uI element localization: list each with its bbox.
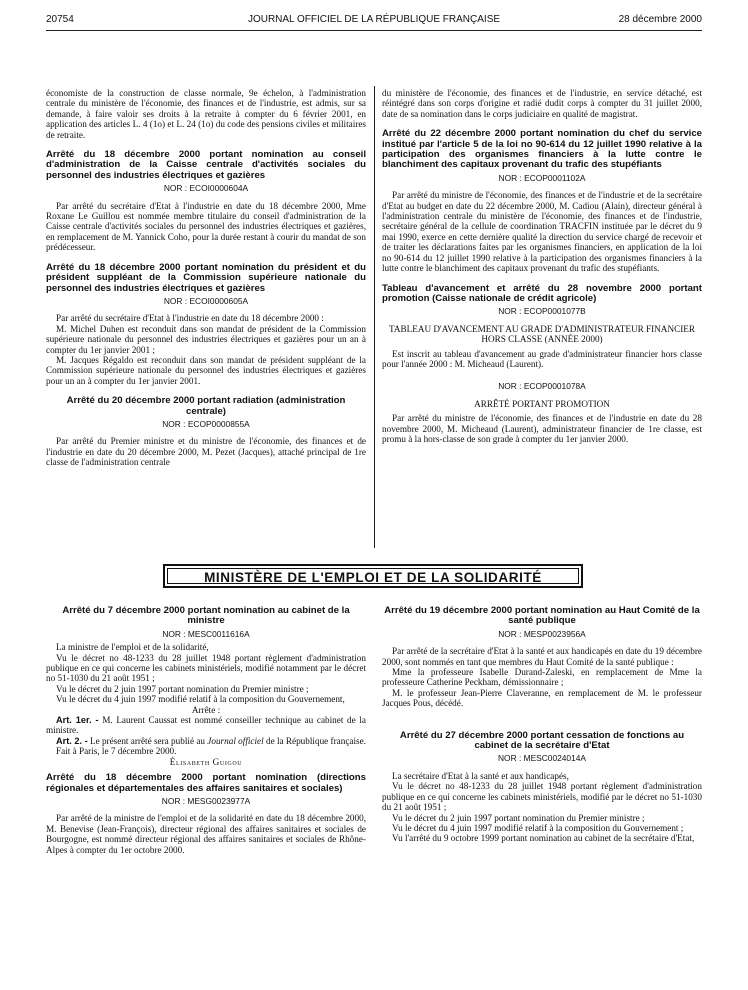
decree-body: Par arrêté du secrétaire d'Etat à l'industrie en date du 18 décembre 2000 : [56,313,324,324]
header-rule [46,30,702,31]
decree-body: Vu le décret du 4 juin 1997 modifié relatif à la composition du Gouvernement, [56,694,345,705]
nor-reference: NOR : MESG0023977A [161,795,251,806]
article-2 [46,736,366,746]
ministry-title: MINISTÈRE DE L'EMPLOI ET DE LA SOLIDARITÉ [204,570,542,585]
subheading: TABLEAU D'AVANCEMENT AU GRADE D'ADMINISTRATEUR FINANCIER HORS CLASSE (ANNÉE 2000) [388,323,696,345]
nor-reference: NOR : ECOP0001102A [498,172,586,183]
decree-body: Mme la professeure Isabelle Durand-Zaleski, en remplacement de Mme la professeure Catherine Peckham, démissionnaire ; [382,667,702,688]
bottom-left-column [46,606,366,855]
nor-reference: NOR : MESC0011616A [162,628,250,639]
journal-reference: Journal officiel [207,735,264,746]
top-right-column [382,88,702,444]
nor-reference: NOR : ECOI0000604A [163,183,249,194]
decree-done-at: Fait à Paris, le 7 décembre 2000. [56,746,177,757]
nor-reference: NOR : ECOP0000855A [162,418,250,429]
subheading: ARRÊTÉ PORTANT PROMOTION [474,398,610,409]
article-label: Art. 1er. - [56,715,99,726]
bottom-right-column [382,606,702,844]
decree-body: La ministre de l'emploi et de la solidarité, [56,642,209,653]
decree-body: M. Michel Duhen est reconduit dans son mandat de président de la Commission supérieure nationale du personnel des industries électriques et gazières pour un an à compter du 1er janvier 2001 ; [46,323,366,355]
nor-reference: NOR : MESP0023956A [498,628,586,639]
decree-arrete: Arrête : [191,704,221,715]
decree-body: Vu le décret no 48-1233 du 28 juillet 1948 portant règlement d'administration publique en ce qui concerne les cabinets ministériels, modifié par le décret no 51-1030 du 21 août 1951 ; [382,781,702,813]
nor-reference: NOR : ECOP0001077B [498,306,586,317]
decree-body: Vu l'arrêté du 9 octobre 1999 portant nomination au cabinet de la secrétaire d'Etat, [392,833,695,844]
decree-title: Arrêté du 20 décembre 2000 portant radiation (administration centrale) [66,395,346,417]
continued-text: économiste de la construction de classe normale, 9e échelon, à l'administration centrale du ministère de l'économie, des finances et de l'industrie, est admis, sur sa demande, à faire valoir ses droits à la retraite à compter du 6 février 2001, en application des articles L. 4 (1o) et L. 24 (1o) du code des pensions civiles et militaires de retraite. [46,88,366,140]
journal-title: JOURNAL OFFICIEL DE LA RÉPUBLIQUE FRANÇAISE [247,14,501,25]
page-header [46,14,702,28]
article-text: M. Laurent Caussat est nommé conseiller technique au cabinet de la ministre. [46,715,367,736]
decree-title: Arrêté du 18 décembre 2000 portant nomination au conseil d'administration de la Caisse centrale d'activités sociales du personnel des industries électriques et gazières [46,149,366,181]
decree-title: Arrêté du 18 décembre 2000 portant nomination (directions régionales et départementales des affaires sanitaires et sociales) [46,772,366,794]
page-number: 20754 [46,14,74,25]
column-divider [374,86,375,548]
decree-body: Vu le décret no 48-1233 du 28 juillet 1948 portant règlement d'administration publique en ce qui concerne les cabinets ministériels, modifié notamment par le décret no 51-1030 du 21 août 1951 ; [46,652,366,684]
decree-body: Vu le décret du 2 juin 1997 portant nomination du Premier ministre ; [392,812,645,823]
decree-body: Par arrêté du Premier ministre et du ministre de l'économie, des finances et de l'industrie en date du 20 décembre 2000, M. Pezet (Jacques), attaché principal de 1re classe de l'administration centrale [46,436,366,468]
decree-body: M. le professeur Jean-Pierre Claveranne, en remplacement de M. le professeur Jacques Pous, décédé. [382,687,702,709]
decree-title: Arrêté du 19 décembre 2000 portant nomination au Haut Comité de la santé publique [384,605,700,627]
decree-body: Par arrêté du secrétaire d'Etat à l'industrie en date du 18 décembre 2000, Mme Roxane Le Guillou est nommée membre titulaire du conseil d'administration de la Caisse centrale d'activités sociales du personnel des industries électriques et gazières, en remplacement de M. Yannick Coho, pour la durée restant à courir du mandat de son prédécesseur. [46,200,366,253]
nor-reference: NOR : ECOI0000605A [163,295,249,306]
decree-title: Arrêté du 7 décembre 2000 portant nomination au cabinet de la ministre [62,605,350,627]
decree-title: Tableau d'avancement et arrêté du 28 novembre 2000 portant promotion (Caisse nationale de crédit agricole) [382,282,702,304]
decree-body: Par arrêté de la secrétaire d'Etat à la santé et aux handicapés en date du 19 décembre 2000, sont nommés en tant que membres du Haut Comité de la santé publique : [382,646,702,667]
top-left-column [46,88,366,468]
article-text: Le présent arrêté sera publié au [89,735,208,746]
decree-title: Arrêté du 27 décembre 2000 portant cessation de fonctions au cabinet de la secrétaire d'Etat [399,729,685,752]
continued-text: du ministère de l'économie, des finances et de l'industrie, en service détaché, est réintégré dans son corps d'origine et radié dudit corps à compter du 31 juillet 2000, date de sa nomination dans le corps judiciaire en qualité de magistrat. [382,88,702,119]
nor-reference: NOR : ECOP0001078A [498,381,586,392]
ministry-banner [163,564,583,588]
article-1 [46,715,366,736]
decree-body: La secrétaire d'Etat à la santé et aux handicapés, [392,770,569,781]
article-text: de la République française. [263,735,366,746]
decree-body: Par arrêté du ministre de l'économie, des finances et de l'industrie et de la secrétaire d'Etat au budget en date du 22 décembre 2000, M. Cadiou (Alain), directeur général à l'administration centrale du ministère de l'économie, des finances et de l'industrie, secrétaire général de la cellule de coordination TRACFIN instituée par le décret du 9 mai 1990, exerce en cette dernière qualité la direction du service chargé de recevoir et de traiter les déclarations faites par les organismes financiers, en application de la loi no 90-614 du 12 juillet 1990 relative à la participation des organismes financiers à la lutte contre le blanchiment des capitaux provenant du trafic des stupéfiants. [382,190,702,274]
decree-body: Vu le décret du 2 juin 1997 portant nomination du Premier ministre ; [56,683,309,694]
decree-body: Par arrêté du ministre de l'économie, des finances et de l'industrie en date du 28 novembre 2000, M. Micheaud (Laurent), administrateur financier de 1re classe, est promu à la hors-classe de son grade à compter du 1er janvier 2000. [382,413,702,444]
decree-title: Arrêté du 22 décembre 2000 portant nomination du chef du service institué par l'article 5 de la loi no 90-614 du 12 juillet 1990 relative à la participation des organismes financiers à la lutte contre le blanchiment des capitaux provenant du trafic des stupéfiants [382,128,702,171]
article-label: Art. 2. - [56,735,88,746]
decree-title: Arrêté du 18 décembre 2000 portant nomination du président et du président suppléant de la Commission supérieure nationale du personnel des industries électriques et gazières [46,261,366,294]
decree-body: M. Jacques Régaldo est reconduit dans son mandat de président suppléant de la Commission supérieure nationale du personnel des industries électriques et gazières pour un an à compter du 1er janvier 2001. [46,354,366,386]
signature: Élisabeth Guigou [169,756,243,767]
decree-body: Vu le décret du 4 juin 1997 modifié relatif à la composition du Gouvernement ; [392,822,684,833]
decree-body: Par arrêté de la ministre de l'emploi et de la solidarité en date du 18 décembre 2000, M. Benevise (Jean-François), directeur régional des affaires sanitaires et sociales de Bourgogne, est nommé directeur régional des affaires sanitaires et sociales de Rhône-Alpes à compter du 1er octobre 2000. [46,813,366,855]
issue-date: 28 décembre 2000 [618,14,702,25]
decree-body: Est inscrit au tableau d'avancement au grade d'administrateur financier hors classe pour l'année 2000 : M. Micheaud (Laurent). [382,348,702,369]
nor-reference: NOR : MESC0024014A [498,753,586,764]
